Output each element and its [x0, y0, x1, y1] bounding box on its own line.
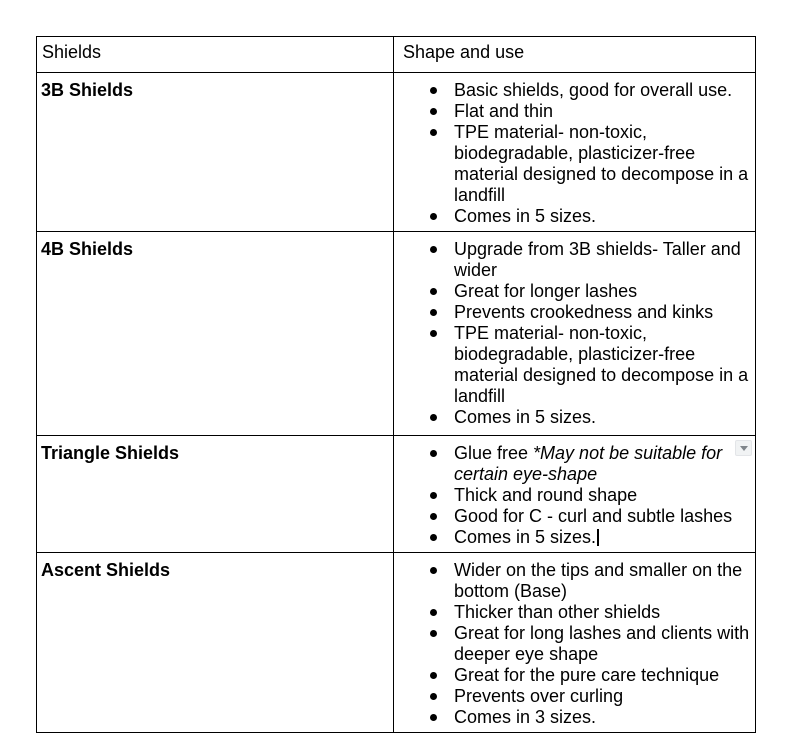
bullet-list	[394, 560, 755, 728]
bullet-item	[394, 707, 755, 728]
table-body	[37, 73, 756, 733]
cell-overflow-button[interactable]	[735, 440, 752, 456]
bullet-text: Comes in 5 sizes.	[454, 407, 597, 427]
shield-name-label: Triangle Shields	[41, 443, 180, 463]
bullet-item	[394, 80, 755, 101]
bullet-text: Thicker than other shields	[454, 602, 661, 622]
shield-name-label: 4B Shields	[41, 239, 134, 259]
table-row	[37, 232, 756, 436]
bullet-text: Great for long lashes and clients with deeper eye shape	[454, 623, 750, 664]
bullet-list	[394, 80, 755, 227]
shield-name-cell[interactable]	[37, 232, 394, 436]
bullet-text: TPE material- non-toxic, biodegradable, plasticizer-free material designed to decompose in a landfill	[454, 323, 749, 406]
bullet-text: Comes in 3 sizes.	[454, 707, 597, 727]
bullet-text: Thick and round shape	[454, 485, 638, 505]
bullet-text: TPE material- non-toxic, biodegradable, plasticizer-free material designed to decompose in a landfill	[454, 122, 749, 205]
header-cell-shape-and-use[interactable]	[394, 37, 756, 73]
bullet-item	[394, 527, 755, 548]
bullet-list	[394, 443, 755, 548]
shape-and-use-cell[interactable]	[394, 232, 756, 436]
bullet-text: Flat and thin	[454, 101, 554, 121]
header-label-shields: Shields	[42, 42, 102, 62]
table-row	[37, 553, 756, 733]
bullet-list	[394, 239, 755, 428]
bullet-item	[394, 206, 755, 227]
bullet-text: Basic shields, good for overall use.	[454, 80, 733, 100]
bullet-text: Great for the pure care technique	[454, 665, 720, 685]
bullet-item	[394, 665, 755, 686]
bullet-text: Great for longer lashes	[454, 281, 638, 301]
bullet-item	[394, 506, 755, 527]
bullet-item	[394, 239, 755, 281]
bullet-item	[394, 686, 755, 707]
header-label-shape-and-use: Shape and use	[403, 42, 525, 62]
shield-name-label: Ascent Shields	[41, 560, 171, 580]
bullet-item	[394, 485, 755, 506]
bullet-text: Upgrade from 3B shields- Taller and wider	[454, 239, 741, 280]
bullet-text: Prevents over curling	[454, 686, 624, 706]
shield-name-cell[interactable]	[37, 553, 394, 733]
table-row	[37, 436, 756, 553]
bullet-item	[394, 443, 755, 485]
header-cell-shields[interactable]	[37, 37, 394, 73]
shape-and-use-cell[interactable]	[394, 553, 756, 733]
bullet-item	[394, 323, 755, 407]
bullet-text: Comes in 5 sizes.	[454, 206, 597, 226]
bullet-item	[394, 560, 755, 602]
chevron-down-icon	[740, 446, 748, 451]
bullet-item	[394, 407, 755, 428]
table-header-row	[37, 37, 756, 73]
bullet-item	[394, 122, 755, 206]
table-row	[37, 73, 756, 232]
shields-table	[36, 36, 756, 733]
bullet-item	[394, 302, 755, 323]
bullet-item	[394, 281, 755, 302]
bullet-text: Good for C - curl and subtle lashes	[454, 506, 733, 526]
bullet-text: Wider on the tips and smaller on the bottom (Base)	[454, 560, 743, 601]
shield-name-label: 3B Shields	[41, 80, 134, 100]
bullet-item	[394, 623, 755, 665]
bullet-item	[394, 602, 755, 623]
bullet-text-italic: *May not be suitable for certain eye-shape	[454, 443, 723, 484]
bullet-item	[394, 101, 755, 122]
text-cursor	[597, 529, 599, 546]
shield-name-cell[interactable]	[37, 436, 394, 553]
bullet-text: Prevents crookedness and kinks	[454, 302, 714, 322]
shield-name-cell[interactable]	[37, 73, 394, 232]
bullet-text: Comes in 5 sizes.	[454, 527, 597, 547]
bullet-text: Glue free	[454, 443, 534, 463]
shape-and-use-cell[interactable]	[394, 436, 756, 553]
shape-and-use-cell[interactable]	[394, 73, 756, 232]
